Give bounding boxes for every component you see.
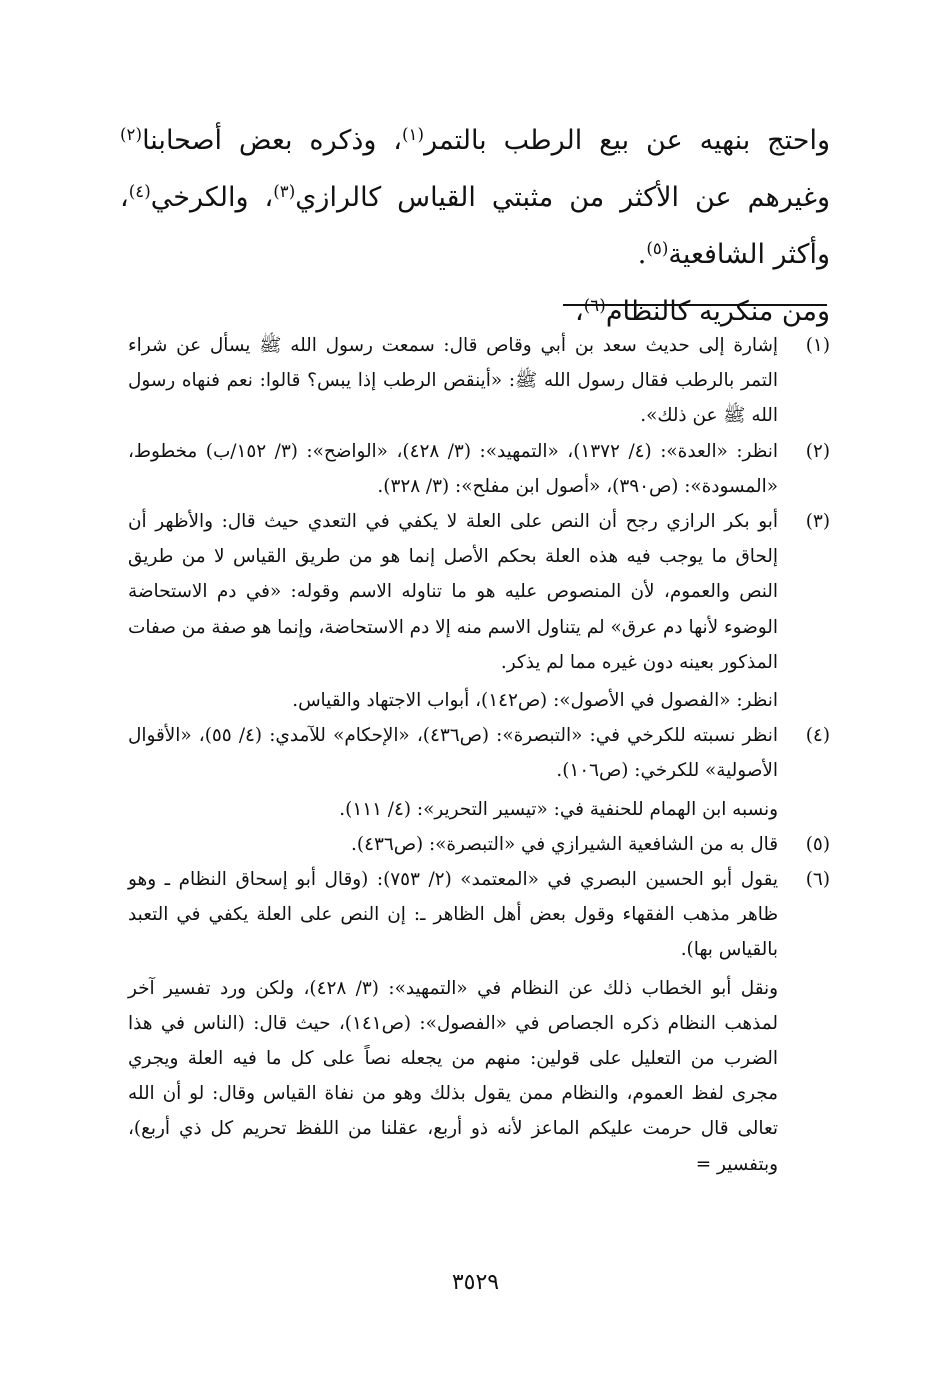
footnote-number: (٣) bbox=[805, 511, 830, 533]
main-paragraph: واحتج بنهيه عن بيع الرطب بالتمر$^{(١)}$، وذكره بعض أصحابنا$^{(٢)}$ وغيرهم عن الأكثر من مثبتي القياس كالرازي$^{(٣)}$، والكرخي$^{(٤)}$، وأكثر الشافعية$^{(٥)}$. bbox=[120, 123, 830, 270]
footnote-text: انظر: «الفصول في الأصول»: (ص١٤٢)، أبواب الاجتهاد والقياس. bbox=[292, 690, 778, 712]
footnote-text: يقول أبو الحسين البصري في «المعتمد» (٢/ ٧٥٣): (وقال أبو إسحاق النظام ـ وهو ظاهر مذهب الفقهاء وقول بعض أهل الظاهر ـ: إن النص على العلة يكفي في التعبد بالقياس بها). bbox=[128, 869, 779, 961]
footnote-item bbox=[128, 862, 830, 1182]
footnote-text: إشارة إلى حديث سعد بن أبي وقاص قال: سمعت رسول الله ﷺ يسأل عن شراء التمر بالرطب فقال رسول الله ﷺ: «أينقص الرطب إذا يبس؟ قالوا: نعم فنهاه رسول الله ﷺ عن ذلك». bbox=[128, 335, 778, 427]
footnote-text: انظر نسبته للكرخي في: «التبصرة»: (ص٤٣٦)، «الإحكام» للآمدي: (٤/ ٥٥)، «الأقوال الأصولية» للكرخي: (ص١٠٦). bbox=[128, 725, 778, 782]
footnote-item bbox=[128, 827, 830, 862]
footnote-item bbox=[128, 504, 830, 718]
footnotes-section bbox=[128, 328, 830, 1182]
footnote-number: (١) bbox=[805, 335, 830, 356]
footnote-number: (٦) bbox=[805, 869, 830, 891]
page-number: ٣٥٢٩ bbox=[451, 1270, 500, 1295]
footnote-number: (٢) bbox=[805, 440, 830, 462]
footnote-number: (٤) bbox=[805, 725, 830, 747]
footnote-text: انظر: «العدة»: (٤/ ١٣٧٢)، «التمهيد»: (٣/ ٤٢٨)، «الواضح»: (٣/ ١٥٢/ب) مخطوط، «المسودة»: (ص٣٩٠)، «أصول ابن مفلح»: (٣/ ٣٢٨). bbox=[128, 440, 778, 497]
footnote-item bbox=[128, 434, 830, 504]
footnote-number: (٥) bbox=[805, 833, 830, 855]
main-paragraph: ومن منكريه كالنظام$^{(٦)}$، bbox=[575, 294, 830, 327]
footnote-text: ونسبه ابن الهمام للحنفية في: «تيسير التحرير»: (٤/ ١١١). bbox=[339, 798, 778, 820]
footnote-text: أبو بكر الرازي رجح أن النص على العلة لا يكفي في التعدي حيث قال: والأظهر أن إلحاق ما يوجب فيه هذه العلة بحكم الأصل إنما هو من طريق القياس لا من طريق النص والعموم، لأن المنصوص عليه هو ما تناوله الاسم وقوله: «في دم الاستحاضة الوضوء لأنها دم عرق» لم يتناول الاسم منه إلا دم الاستحاضة، وإنما هو صفة من صفات المذكور بعينه دون غيره مما لم يذكر. bbox=[128, 511, 778, 673]
footnote-text: ونقل أبو الخطاب ذلك عن النظام في «التمهيد»: (٣/ ٤٢٨)، ولكن ورد تفسير آخر لمذهب النظام ذكره الجصاص في «الفصول»: (ص١٤١)، حيث قال: (الناس في هذا الضرب من التعليل على قولين: منهم من يجعله نصاً على كل ما فيه العلة ويجري مجرى لفظ العموم، والنظام ممن يقول بذلك وهو من نفاة القياس وقال: لو أن الله تعالى قال حرمت عليكم الماعز لأنه ذو أربع، عقلنا من اللفظ تحريم كل ذي أربع)، وبتفسير = bbox=[128, 977, 778, 1175]
footnote-item bbox=[128, 328, 830, 434]
footnote-item bbox=[128, 718, 830, 827]
footnote-divider bbox=[563, 304, 827, 306]
footnote-text: قال به من الشافعية الشيرازي في «التبصرة»: (ص٤٣٦). bbox=[351, 833, 778, 855]
